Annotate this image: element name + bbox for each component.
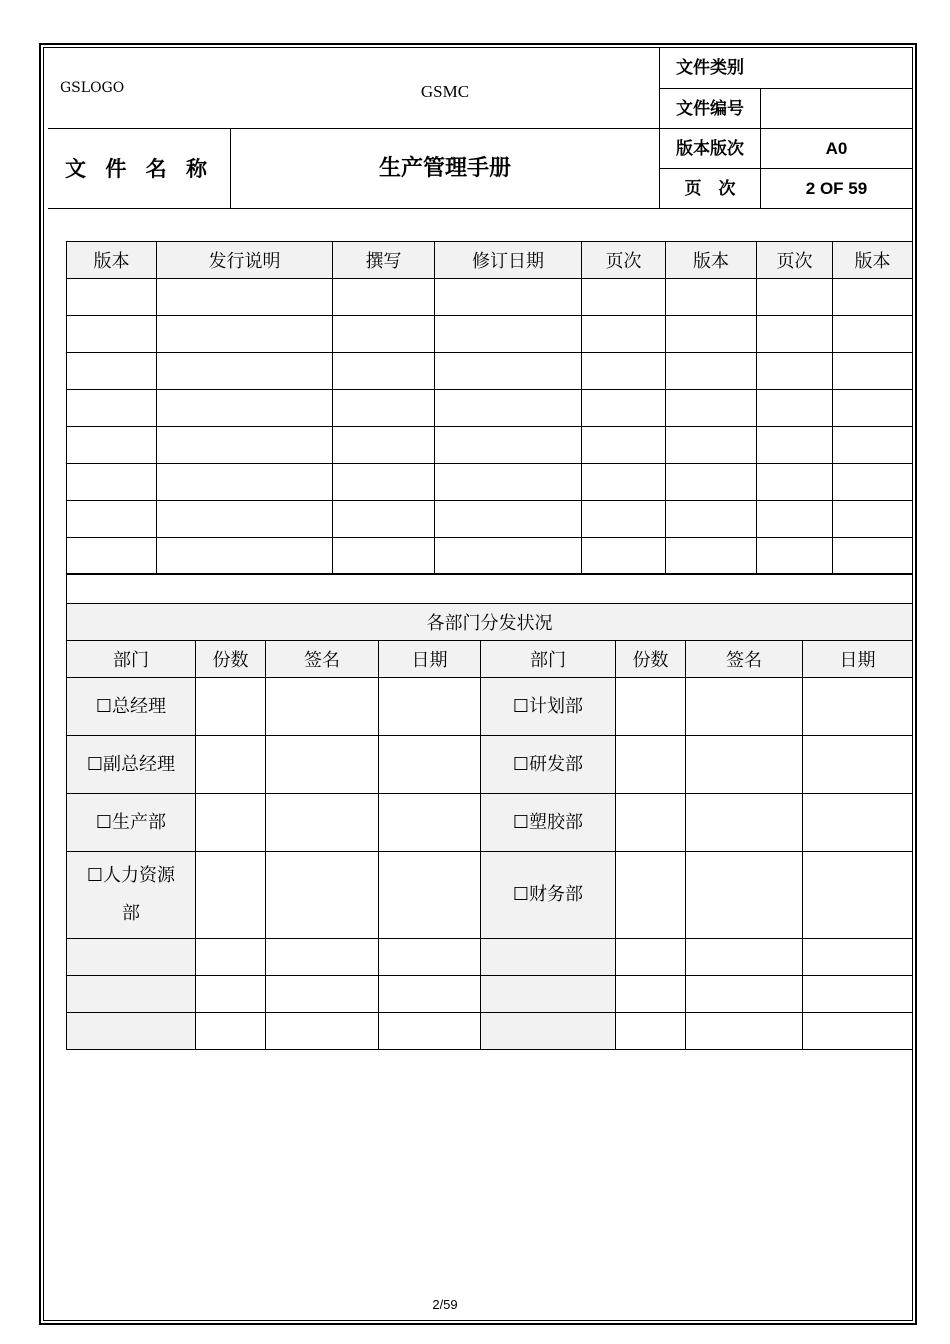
distribution-cell bbox=[616, 852, 686, 939]
revision-cell bbox=[666, 427, 757, 464]
distribution-cell bbox=[686, 976, 803, 1013]
department-left: ☐副总经理 bbox=[67, 736, 196, 794]
distribution-cell bbox=[196, 736, 266, 794]
distribution-cell bbox=[379, 939, 481, 976]
meta-label-version: 版本版次 bbox=[676, 139, 744, 159]
revision-header-cell: 版本 bbox=[833, 242, 913, 279]
distribution-cell bbox=[196, 794, 266, 852]
revision-cell bbox=[333, 353, 435, 390]
revision-cell bbox=[757, 353, 833, 390]
revision-cell bbox=[757, 538, 833, 575]
distribution-header-cell: 签名 bbox=[266, 641, 379, 678]
meta-label-category: 文件类别 bbox=[676, 58, 744, 78]
department-left bbox=[67, 1013, 196, 1050]
revision-cell bbox=[666, 464, 757, 501]
department-left bbox=[67, 939, 196, 976]
revision-row bbox=[67, 464, 913, 501]
revision-cell bbox=[67, 316, 157, 353]
distribution-header-cell: 部门 bbox=[481, 641, 616, 678]
revision-cell bbox=[333, 464, 435, 501]
revision-cell bbox=[666, 501, 757, 538]
revision-cell bbox=[757, 279, 833, 316]
distribution-cell bbox=[379, 1013, 481, 1050]
revision-cell bbox=[833, 538, 913, 575]
distribution-cell bbox=[616, 736, 686, 794]
revision-cell bbox=[435, 501, 582, 538]
meta-label-number: 文件编号 bbox=[676, 99, 744, 119]
department-right: ☐研发部 bbox=[481, 736, 616, 794]
distribution-cell bbox=[379, 852, 481, 939]
revision-header-cell: 版本 bbox=[666, 242, 757, 279]
revision-cell bbox=[833, 316, 913, 353]
revision-cell bbox=[757, 464, 833, 501]
department-right: ☐财务部 bbox=[481, 852, 616, 939]
meta-value-version: A0 bbox=[825, 139, 848, 158]
distribution-title: 各部门分发状况 bbox=[67, 604, 913, 641]
revision-cell bbox=[833, 353, 913, 390]
distribution-row bbox=[67, 939, 913, 976]
distribution-cell bbox=[266, 976, 379, 1013]
distribution-row bbox=[67, 852, 913, 939]
distribution-cell bbox=[379, 794, 481, 852]
doc-name-label: 文 件 名 称 bbox=[65, 157, 213, 181]
revision-cell bbox=[157, 501, 333, 538]
revision-cell bbox=[666, 353, 757, 390]
revision-cell bbox=[582, 279, 666, 316]
page-number-footer: 2/59 bbox=[432, 1297, 458, 1312]
doc-title: 生产管理手册 bbox=[378, 156, 511, 181]
company-logo: GSLOGO bbox=[60, 80, 125, 96]
revision-cell bbox=[157, 279, 333, 316]
revision-cell bbox=[757, 390, 833, 427]
distribution-cell bbox=[379, 678, 481, 736]
revision-cell bbox=[157, 427, 333, 464]
revision-cell bbox=[157, 390, 333, 427]
distribution-row bbox=[67, 794, 913, 852]
department-left: ☐生产部 bbox=[67, 794, 196, 852]
distribution-cell bbox=[686, 794, 803, 852]
revision-cell bbox=[582, 427, 666, 464]
revision-row bbox=[67, 427, 913, 464]
distribution-row bbox=[67, 976, 913, 1013]
revision-cell bbox=[666, 316, 757, 353]
distribution-cell bbox=[686, 678, 803, 736]
revision-cell bbox=[157, 464, 333, 501]
distribution-cell bbox=[196, 976, 266, 1013]
distribution-header-cell: 份数 bbox=[196, 641, 266, 678]
revision-cell bbox=[833, 464, 913, 501]
distribution-cell bbox=[686, 736, 803, 794]
revision-row bbox=[67, 538, 913, 575]
distribution-cell bbox=[803, 939, 913, 976]
revision-cell bbox=[435, 279, 582, 316]
revision-cell bbox=[67, 353, 157, 390]
distribution-title-row bbox=[67, 604, 913, 641]
department-right bbox=[481, 1013, 616, 1050]
revision-cell bbox=[666, 390, 757, 427]
distribution-cell bbox=[616, 794, 686, 852]
distribution-header-row bbox=[67, 641, 913, 678]
revision-cell bbox=[666, 538, 757, 575]
department-right bbox=[481, 976, 616, 1013]
revision-header-cell: 修订日期 bbox=[435, 242, 582, 279]
revision-row bbox=[67, 279, 913, 316]
revision-cell bbox=[333, 538, 435, 575]
revision-cell bbox=[582, 464, 666, 501]
revision-cell bbox=[157, 353, 333, 390]
revision-cell bbox=[757, 316, 833, 353]
revision-cell bbox=[582, 538, 666, 575]
revision-cell bbox=[833, 427, 913, 464]
distribution-cell bbox=[196, 852, 266, 939]
revision-row bbox=[67, 316, 913, 353]
department-right: ☐计划部 bbox=[481, 678, 616, 736]
distribution-cell bbox=[266, 794, 379, 852]
revision-header-row bbox=[67, 242, 913, 279]
revision-cell bbox=[157, 538, 333, 575]
department-left bbox=[67, 976, 196, 1013]
revision-cell bbox=[67, 427, 157, 464]
revision-cell bbox=[67, 464, 157, 501]
revision-header-cell: 页次 bbox=[582, 242, 666, 279]
distribution-cell bbox=[266, 939, 379, 976]
distribution-cell bbox=[379, 976, 481, 1013]
company-name: GSMC bbox=[420, 82, 470, 101]
revision-cell bbox=[582, 390, 666, 427]
distribution-cell bbox=[616, 976, 686, 1013]
distribution-cell bbox=[196, 678, 266, 736]
department-left: ☐人力资源部 bbox=[67, 852, 196, 939]
revision-row bbox=[67, 501, 913, 538]
distribution-header-cell: 份数 bbox=[616, 641, 686, 678]
distribution-cell bbox=[196, 1013, 266, 1050]
revision-cell bbox=[67, 538, 157, 575]
distribution-cell bbox=[616, 1013, 686, 1050]
revision-header-cell: 版本 bbox=[67, 242, 157, 279]
distribution-cell bbox=[686, 852, 803, 939]
revision-cell bbox=[757, 427, 833, 464]
meta-label-page: 页 次 bbox=[684, 179, 736, 199]
revision-table bbox=[66, 241, 913, 575]
revision-cell bbox=[582, 316, 666, 353]
revision-cell bbox=[333, 427, 435, 464]
revision-cell bbox=[757, 501, 833, 538]
distribution-row bbox=[67, 736, 913, 794]
distribution-cell bbox=[616, 939, 686, 976]
department-right: ☐塑胶部 bbox=[481, 794, 616, 852]
distribution-cell bbox=[803, 678, 913, 736]
revision-cell bbox=[435, 316, 582, 353]
spacer-cell bbox=[67, 574, 913, 604]
distribution-cell bbox=[686, 1013, 803, 1050]
revision-row bbox=[67, 353, 913, 390]
revision-header-cell: 页次 bbox=[757, 242, 833, 279]
revision-cell bbox=[67, 390, 157, 427]
distribution-cell bbox=[803, 976, 913, 1013]
revision-cell bbox=[582, 353, 666, 390]
distribution-cell bbox=[266, 852, 379, 939]
revision-cell bbox=[333, 316, 435, 353]
distribution-cell bbox=[686, 939, 803, 976]
revision-cell bbox=[435, 427, 582, 464]
distribution-cell bbox=[266, 736, 379, 794]
distribution-header-cell: 日期 bbox=[379, 641, 481, 678]
revision-header-cell: 撰写 bbox=[333, 242, 435, 279]
distribution-cell bbox=[803, 852, 913, 939]
revision-cell bbox=[582, 501, 666, 538]
revision-cell bbox=[435, 353, 582, 390]
revision-cell bbox=[67, 279, 157, 316]
department-right bbox=[481, 939, 616, 976]
distribution-header-cell: 部门 bbox=[67, 641, 196, 678]
revision-cell bbox=[435, 464, 582, 501]
meta-value-page: 2 OF 59 bbox=[805, 179, 868, 198]
distribution-cell bbox=[379, 736, 481, 794]
revision-cell bbox=[67, 501, 157, 538]
revision-cell bbox=[333, 279, 435, 316]
revision-cell bbox=[435, 390, 582, 427]
distribution-row bbox=[67, 1013, 913, 1050]
distribution-cell bbox=[803, 794, 913, 852]
department-left: ☐总经理 bbox=[67, 678, 196, 736]
distribution-cell bbox=[266, 1013, 379, 1050]
distribution-header-cell: 签名 bbox=[686, 641, 803, 678]
distribution-spacer-row bbox=[67, 574, 913, 604]
revision-cell bbox=[666, 279, 757, 316]
revision-cell bbox=[157, 316, 333, 353]
distribution-cell bbox=[266, 678, 379, 736]
distribution-cell bbox=[196, 939, 266, 976]
distribution-cell bbox=[803, 736, 913, 794]
revision-cell bbox=[833, 390, 913, 427]
distribution-cell bbox=[616, 678, 686, 736]
distribution-row bbox=[67, 678, 913, 736]
revision-header-cell: 发行说明 bbox=[157, 242, 333, 279]
revision-row bbox=[67, 390, 913, 427]
revision-cell bbox=[833, 279, 913, 316]
distribution-header-cell: 日期 bbox=[803, 641, 913, 678]
revision-cell bbox=[333, 390, 435, 427]
distribution-table bbox=[66, 573, 913, 1050]
distribution-cell bbox=[803, 1013, 913, 1050]
revision-cell bbox=[435, 538, 582, 575]
revision-cell bbox=[833, 501, 913, 538]
revision-cell bbox=[333, 501, 435, 538]
